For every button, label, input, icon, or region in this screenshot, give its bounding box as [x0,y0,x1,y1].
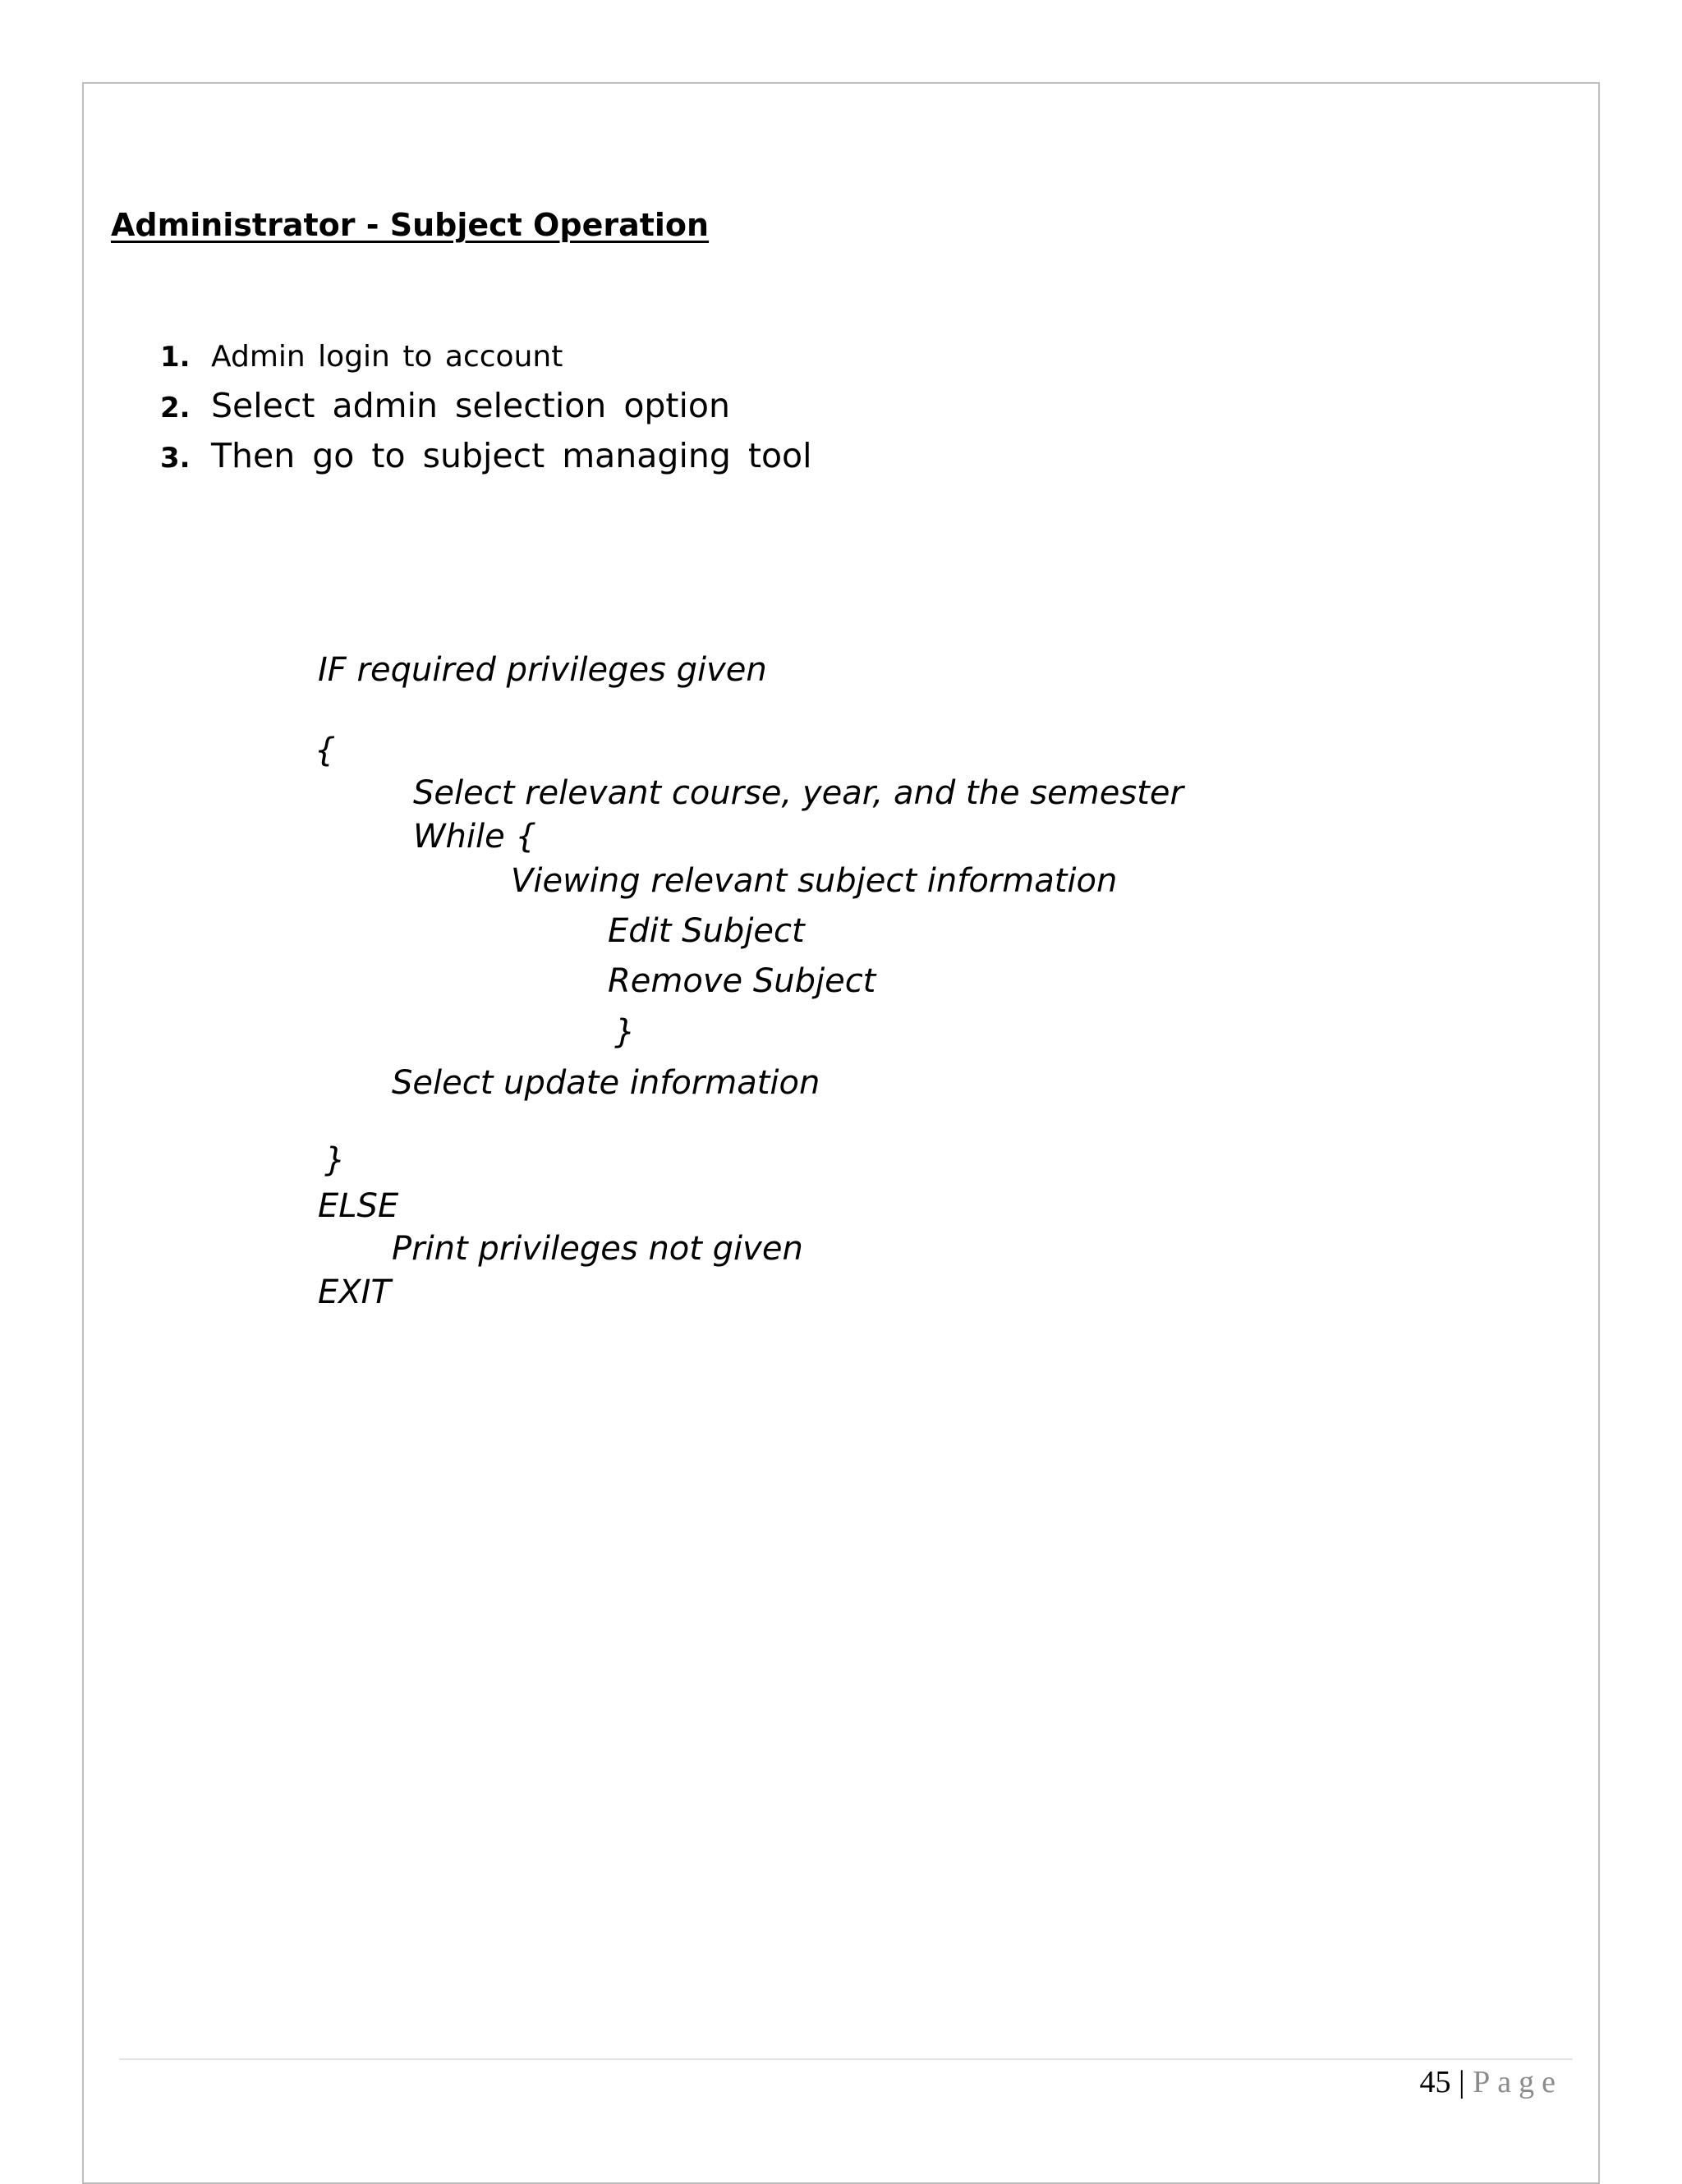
step-1-number: 1. [160,341,191,374]
pseudo-remove-line: Remove Subject [608,962,876,1000]
step-2-number: 2. [160,392,191,424]
page-footer [1420,2064,1563,2100]
pseudo-open-brace: { [315,732,336,769]
pseudo-while-line: While { [413,818,536,856]
step-2 [160,386,730,425]
step-2-text: Select admin selection option [211,386,730,425]
pseudo-outer-close-brace: } [324,1141,346,1179]
pseudo-print-line: Print privileges not given [392,1230,803,1268]
step-3-number: 3. [160,442,191,475]
step-3 [160,436,812,475]
pseudo-inner-close-brace: } [614,1013,636,1051]
page-number: 45 [1419,2065,1451,2099]
page-label: Page [1473,2065,1563,2099]
step-3-text: Then go to subject managing tool [211,436,812,475]
step-1-text: Admin login to account [211,340,563,374]
section-heading: Administrator - Subject Operation [111,207,710,243]
pseudo-exit-line: EXIT [318,1273,391,1311]
footer-divider [119,2058,1573,2060]
pseudo-update-line: Select update information [392,1064,820,1102]
pseudo-else-line: ELSE [318,1187,399,1225]
pseudo-select-line: Select relevant course, year, and the semester [413,774,1183,812]
pseudo-edit-line: Edit Subject [608,912,805,950]
pseudo-if-line: IF required privileges given [318,651,767,689]
footer-separator: | [1459,2065,1465,2099]
step-1 [160,340,563,374]
pseudo-viewing-line: Viewing relevant subject information [511,862,1118,900]
